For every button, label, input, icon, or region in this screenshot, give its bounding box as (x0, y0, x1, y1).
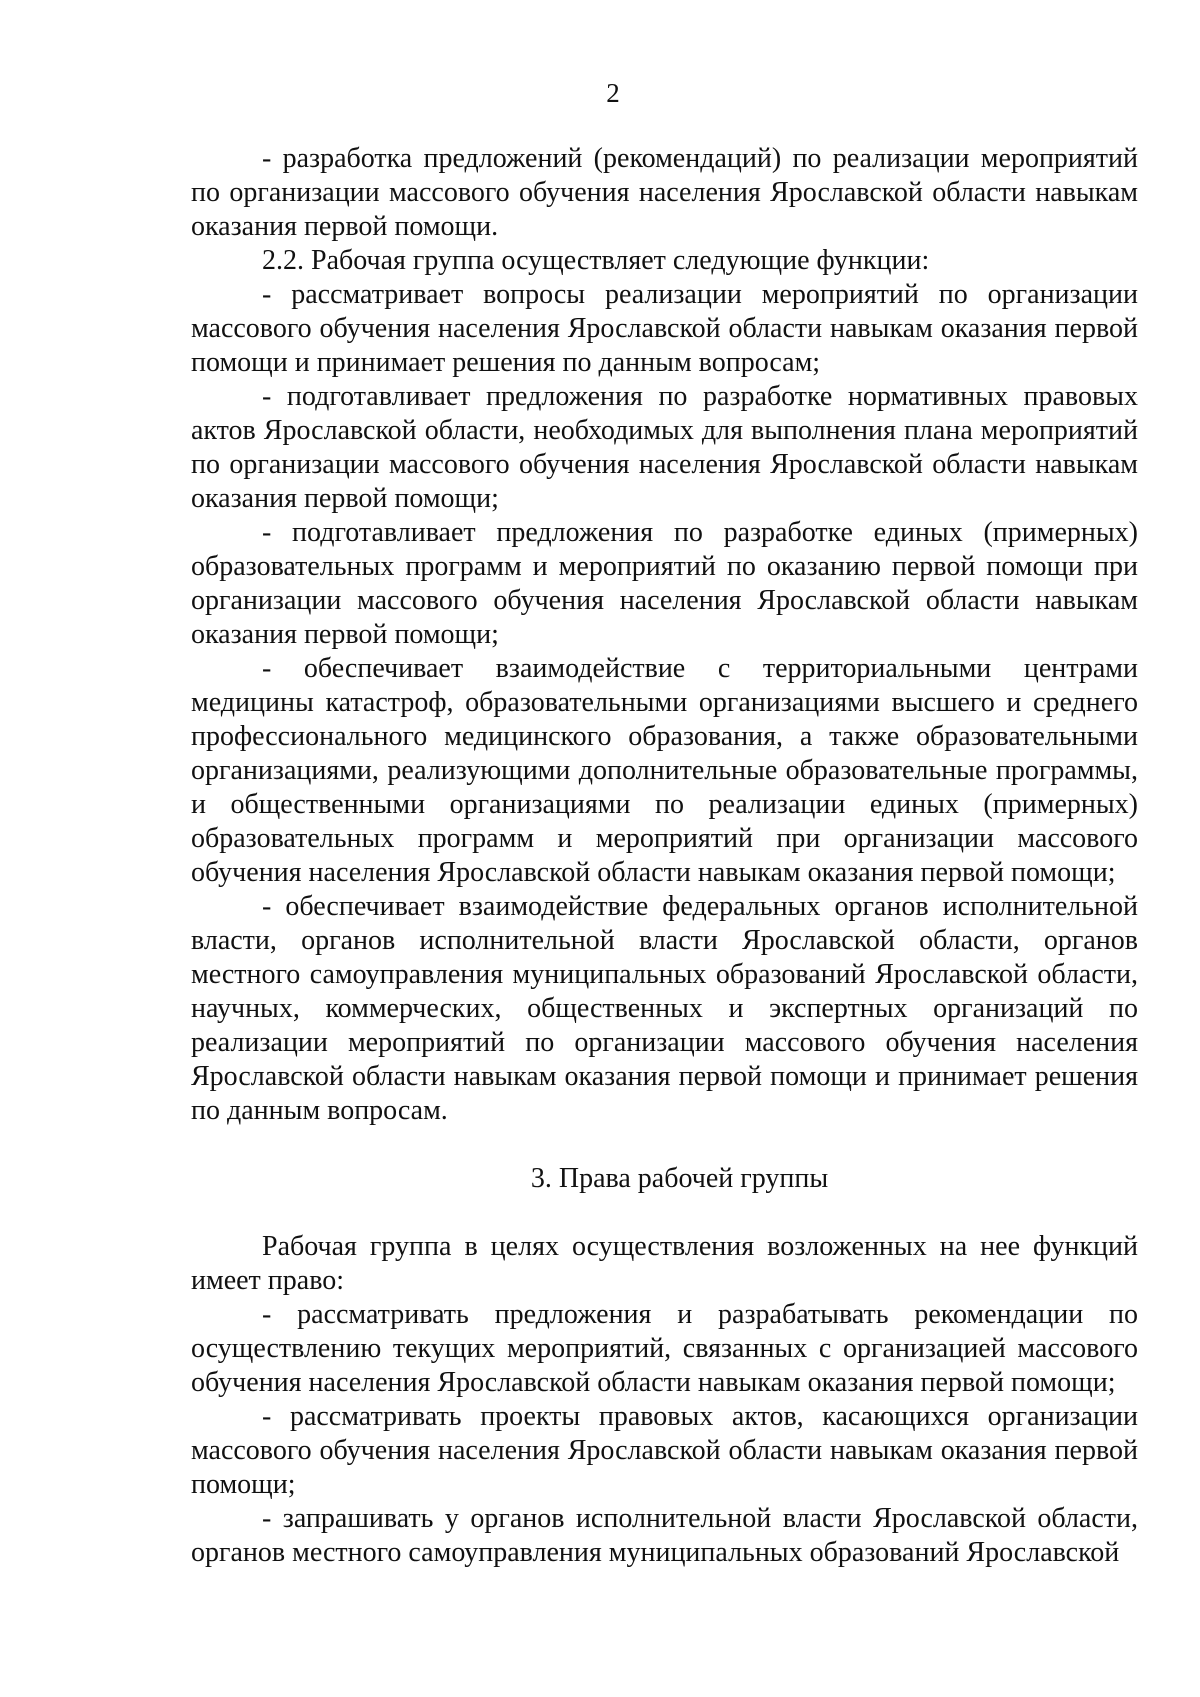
paragraph: - разработка предложений (рекомендаций) по реализации мероприятий по организации массового обучения населения Ярославской области навыкам оказания первой помощи. (191, 143, 1138, 242)
paragraph: - рассматривать проекты правовых актов, касающихся организации массового обучения населения Ярославской области навыкам оказания первой помощи; (191, 1401, 1138, 1500)
page-number: 2 (606, 78, 620, 108)
paragraph: Рабочая группа в целях осуществления возложенных на нее функций имеет право: (191, 1231, 1138, 1296)
paragraph: 2.2. Рабочая группа осуществляет следующие функции: (262, 245, 930, 276)
paragraph: - рассматривает вопросы реализации мероприятий по организации массового обучения населения Ярославской области навыкам оказания первой помощи и принимает решения по данным вопросам; (191, 279, 1138, 378)
paragraph: - подготавливает предложения по разработке нормативных правовых актов Ярославской области, необходимых для выполнения плана мероприятий по организации массового обучения населения Ярославской области навыкам оказания первой помощи; (191, 381, 1138, 514)
paragraph: - обеспечивает взаимодействие с территориальными центрами медицины катастроф, образовательными организациями высшего и среднего профессионального медицинского образования, а также образовательными организациями, реализующими дополнительные образовательные программы, и общественными организациями по реализации единых (примерных) образовательных программ и мероприятий при организации массового обучения населения Ярославской области навыкам оказания первой помощи; (191, 653, 1138, 888)
paragraph: - обеспечивает взаимодействие федеральных органов исполнительной власти, органов исполнительной власти Ярославской области, органов местного самоуправления муниципальных образований Ярославской области, научных, коммерческих, общественных и экспертных организаций по реализации мероприятий по организации массового обучения населения Ярославской области навыкам оказания первой помощи и принимает решения по данным вопросам. (191, 891, 1138, 1126)
paragraph: - подготавливает предложения по разработке единых (примерных) образовательных программ и мероприятий по оказанию первой помощи при организации массового обучения населения Ярославской области навыкам оказания первой помощи; (191, 517, 1138, 650)
section-title: 3. Права рабочей группы (530, 1163, 829, 1194)
document-body (191, 142, 1138, 1570)
paragraph: - рассматривать предложения и разрабатывать рекомендации по осуществлению текущих мероприятий, связанных с организацией массового обучения населения Ярославской области навыкам оказания первой помощи; (191, 1299, 1138, 1398)
paragraph: - запрашивать у органов исполнительной власти Ярославской области, органов местного самоуправления муниципальных образований Ярославской (191, 1503, 1138, 1568)
